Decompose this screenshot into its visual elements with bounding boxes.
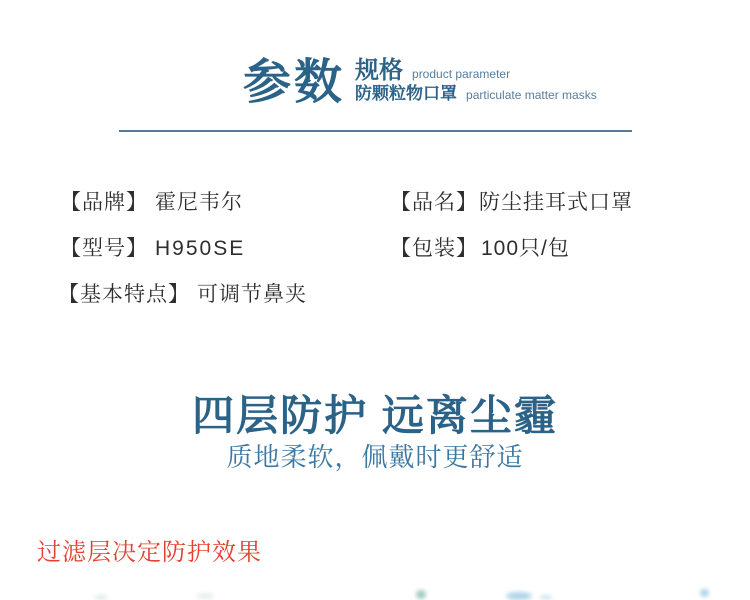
param-value: 防尘挂耳式口罩 (479, 191, 633, 214)
cropped-image-artifact (506, 592, 532, 600)
cropped-image-artifact (196, 593, 214, 599)
header-subtitle-line2 (355, 83, 597, 104)
cropped-image-artifact (700, 589, 709, 597)
header-subtitle-line1 (355, 58, 597, 83)
cropped-image-artifact (540, 595, 552, 600)
param-value: H950SE (155, 237, 246, 260)
filter-note: 过滤层决定防护效果 (37, 539, 262, 566)
header-subtitle-cn: 规格 (355, 57, 404, 84)
feature-title: 四层防护 远离尘霾 (192, 392, 558, 439)
header-subtitle2-en: particulate matter masks (466, 88, 597, 103)
header-title: 参数 (243, 55, 346, 109)
param-value: 可调节鼻夹 (197, 283, 307, 306)
param-label: 【品牌】 (60, 191, 148, 214)
param-value: 100只/包 (481, 237, 570, 260)
feature-subtitle: 质地柔软，佩戴时更舒适 (226, 442, 524, 472)
header-divider (119, 130, 632, 132)
param-row-model (60, 232, 245, 262)
param-row-basic-features (58, 278, 307, 308)
param-label: 【基本特点】 (58, 283, 190, 306)
param-row-packaging (390, 232, 570, 262)
cropped-image-artifact (94, 595, 108, 600)
section-header (243, 55, 597, 109)
cropped-image-artifact (416, 590, 426, 599)
param-label: 【品名】 (390, 191, 478, 214)
param-label: 【包装】 (390, 237, 478, 260)
header-subtitle2-cn: 防颗粒物口罩 (355, 84, 458, 104)
header-subtitle-en: product parameter (412, 67, 511, 81)
header-subtitle-block (355, 58, 597, 105)
param-label: 【型号】 (60, 237, 148, 260)
param-value: 霍尼韦尔 (155, 191, 243, 214)
param-row-brand (60, 186, 243, 216)
param-row-product-name (390, 186, 633, 216)
